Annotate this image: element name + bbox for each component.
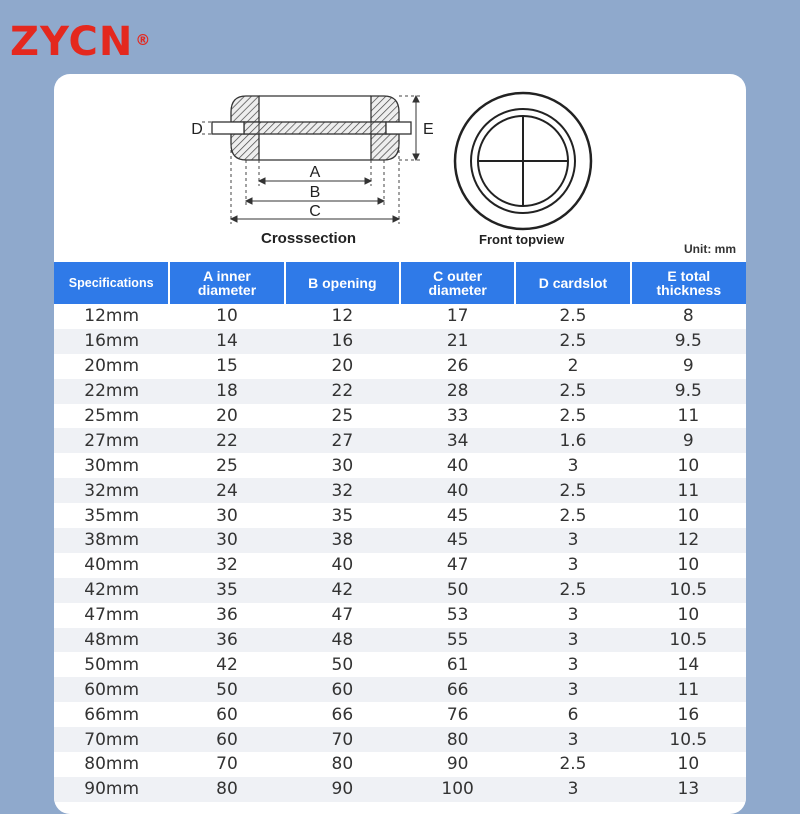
unit-label: Unit: mm	[684, 242, 736, 256]
cell-e-thickness: 9.5	[631, 379, 746, 404]
diagram-area	[54, 74, 746, 262]
cell-e-thickness: 11	[631, 404, 746, 429]
cell-b-opening: 40	[285, 553, 400, 578]
cell-spec: 35mm	[54, 503, 169, 528]
cell-a-inner: 70	[169, 752, 284, 777]
header-c-outer-diameter: C outer diameter	[400, 262, 515, 304]
cell-b-opening: 90	[285, 777, 400, 802]
table-row	[54, 702, 746, 727]
cross-section-caption: Crosssection	[261, 230, 357, 247]
cell-c-outer: 45	[400, 503, 515, 528]
header-b-opening: B opening	[285, 262, 400, 304]
cell-d-cardslot: 6	[515, 702, 630, 727]
header-a-inner-diameter: A inner diameter	[169, 262, 284, 304]
cell-d-cardslot: 1.6	[515, 428, 630, 453]
cell-e-thickness: 10.5	[631, 727, 746, 752]
cell-spec: 30mm	[54, 453, 169, 478]
cell-a-inner: 22	[169, 428, 284, 453]
cell-a-inner: 60	[169, 702, 284, 727]
cell-d-cardslot: 3	[515, 453, 630, 478]
cross-section-drawing	[191, 96, 433, 224]
table-row	[54, 553, 746, 578]
cell-b-opening: 48	[285, 628, 400, 653]
header-e-total-thickness: E total thickness	[631, 262, 746, 304]
cell-c-outer: 76	[400, 702, 515, 727]
cell-d-cardslot: 2.5	[515, 379, 630, 404]
dim-label-a: A	[309, 164, 321, 181]
cell-c-outer: 26	[400, 354, 515, 379]
table-row	[54, 503, 746, 528]
cell-c-outer: 28	[400, 379, 515, 404]
dim-label-d: D	[191, 121, 203, 138]
cell-d-cardslot: 2.5	[515, 404, 630, 429]
cell-d-cardslot: 3	[515, 553, 630, 578]
cell-d-cardslot: 3	[515, 528, 630, 553]
cell-b-opening: 66	[285, 702, 400, 727]
cell-d-cardslot: 3	[515, 652, 630, 677]
cell-e-thickness: 10	[631, 453, 746, 478]
grommet-diagram	[54, 74, 746, 262]
cell-b-opening: 35	[285, 503, 400, 528]
cell-spec: 22mm	[54, 379, 169, 404]
cell-spec: 40mm	[54, 553, 169, 578]
table-row	[54, 752, 746, 777]
cell-b-opening: 20	[285, 354, 400, 379]
cell-e-thickness: 11	[631, 478, 746, 503]
cell-d-cardslot: 2.5	[515, 329, 630, 354]
cell-a-inner: 18	[169, 379, 284, 404]
cell-spec: 80mm	[54, 752, 169, 777]
cell-e-thickness: 10.5	[631, 628, 746, 653]
cell-e-thickness: 9	[631, 428, 746, 453]
header-specifications: Specifications	[54, 262, 169, 304]
dim-label-b: B	[309, 184, 321, 201]
cell-a-inner: 14	[169, 329, 284, 354]
spec-table	[54, 262, 746, 802]
cell-spec: 25mm	[54, 404, 169, 429]
cell-c-outer: 66	[400, 677, 515, 702]
cell-d-cardslot: 2	[515, 354, 630, 379]
cell-c-outer: 100	[400, 777, 515, 802]
cell-spec: 32mm	[54, 478, 169, 503]
table-row	[54, 354, 746, 379]
cell-c-outer: 40	[400, 478, 515, 503]
cell-c-outer: 33	[400, 404, 515, 429]
cell-c-outer: 55	[400, 628, 515, 653]
cell-d-cardslot: 3	[515, 628, 630, 653]
cell-b-opening: 25	[285, 404, 400, 429]
spec-table-wrap	[54, 262, 746, 802]
cell-a-inner: 60	[169, 727, 284, 752]
cell-c-outer: 47	[400, 553, 515, 578]
table-row	[54, 578, 746, 603]
cell-spec: 42mm	[54, 578, 169, 603]
cell-spec: 90mm	[54, 777, 169, 802]
cell-a-inner: 30	[169, 528, 284, 553]
cell-a-inner: 24	[169, 478, 284, 503]
cell-spec: 66mm	[54, 702, 169, 727]
cell-b-opening: 22	[285, 379, 400, 404]
cell-a-inner: 36	[169, 628, 284, 653]
cell-a-inner: 50	[169, 677, 284, 702]
cell-c-outer: 21	[400, 329, 515, 354]
table-row	[54, 603, 746, 628]
cell-a-inner: 32	[169, 553, 284, 578]
cell-b-opening: 38	[285, 528, 400, 553]
brand-logo	[10, 18, 151, 66]
cell-d-cardslot: 2.5	[515, 304, 630, 329]
table-row	[54, 428, 746, 453]
cell-c-outer: 45	[400, 528, 515, 553]
cell-e-thickness: 14	[631, 652, 746, 677]
cell-c-outer: 50	[400, 578, 515, 603]
cell-c-outer: 80	[400, 727, 515, 752]
table-row	[54, 478, 746, 503]
cell-d-cardslot: 3	[515, 777, 630, 802]
cell-b-opening: 47	[285, 603, 400, 628]
cell-e-thickness: 10	[631, 603, 746, 628]
cell-c-outer: 53	[400, 603, 515, 628]
cell-b-opening: 70	[285, 727, 400, 752]
cell-spec: 48mm	[54, 628, 169, 653]
cell-a-inner: 15	[169, 354, 284, 379]
table-row	[54, 777, 746, 802]
cell-c-outer: 34	[400, 428, 515, 453]
header-d-cardslot: D cardslot	[515, 262, 630, 304]
table-row	[54, 652, 746, 677]
cell-a-inner: 35	[169, 578, 284, 603]
front-view-drawing	[455, 93, 591, 229]
table-row	[54, 727, 746, 752]
cell-b-opening: 30	[285, 453, 400, 478]
cell-d-cardslot: 2.5	[515, 478, 630, 503]
cell-spec: 38mm	[54, 528, 169, 553]
cell-a-inner: 30	[169, 503, 284, 528]
cell-spec: 60mm	[54, 677, 169, 702]
cell-spec: 47mm	[54, 603, 169, 628]
table-row	[54, 677, 746, 702]
table-row	[54, 404, 746, 429]
cell-b-opening: 50	[285, 652, 400, 677]
cell-b-opening: 80	[285, 752, 400, 777]
table-row	[54, 528, 746, 553]
cell-e-thickness: 9.5	[631, 329, 746, 354]
cell-spec: 50mm	[54, 652, 169, 677]
table-row	[54, 329, 746, 354]
spec-card	[54, 74, 746, 814]
cell-e-thickness: 16	[631, 702, 746, 727]
cell-c-outer: 17	[400, 304, 515, 329]
cell-b-opening: 60	[285, 677, 400, 702]
cell-b-opening: 32	[285, 478, 400, 503]
cell-a-inner: 25	[169, 453, 284, 478]
cell-b-opening: 42	[285, 578, 400, 603]
cell-e-thickness: 8	[631, 304, 746, 329]
dim-label-c: C	[309, 203, 321, 220]
cell-a-inner: 20	[169, 404, 284, 429]
cell-e-thickness: 10.5	[631, 578, 746, 603]
table-row	[54, 628, 746, 653]
cell-e-thickness: 11	[631, 677, 746, 702]
cell-d-cardslot: 3	[515, 677, 630, 702]
cell-e-thickness: 10	[631, 752, 746, 777]
cell-e-thickness: 9	[631, 354, 746, 379]
cell-d-cardslot: 2.5	[515, 578, 630, 603]
table-row	[54, 379, 746, 404]
cell-d-cardslot: 2.5	[515, 503, 630, 528]
cell-d-cardslot: 3	[515, 727, 630, 752]
cell-e-thickness: 10	[631, 503, 746, 528]
cell-a-inner: 10	[169, 304, 284, 329]
cell-a-inner: 36	[169, 603, 284, 628]
cell-e-thickness: 10	[631, 553, 746, 578]
cell-spec: 12mm	[54, 304, 169, 329]
dim-label-e: E	[423, 121, 434, 138]
cell-c-outer: 90	[400, 752, 515, 777]
cell-b-opening: 27	[285, 428, 400, 453]
cell-c-outer: 61	[400, 652, 515, 677]
spec-table-body	[54, 304, 746, 802]
brand-name: ZYCN	[10, 19, 134, 65]
cell-spec: 70mm	[54, 727, 169, 752]
table-header-row	[54, 262, 746, 304]
front-view-caption: Front topview	[479, 232, 565, 247]
cell-spec: 16mm	[54, 329, 169, 354]
table-row	[54, 453, 746, 478]
cell-d-cardslot: 3	[515, 603, 630, 628]
cell-spec: 27mm	[54, 428, 169, 453]
cell-d-cardslot: 2.5	[515, 752, 630, 777]
cell-a-inner: 80	[169, 777, 284, 802]
cell-e-thickness: 13	[631, 777, 746, 802]
table-row	[54, 304, 746, 329]
cell-spec: 20mm	[54, 354, 169, 379]
cell-b-opening: 16	[285, 329, 400, 354]
registered-mark: ®	[135, 31, 152, 49]
cell-c-outer: 40	[400, 453, 515, 478]
cell-e-thickness: 12	[631, 528, 746, 553]
cell-b-opening: 12	[285, 304, 400, 329]
cell-a-inner: 42	[169, 652, 284, 677]
